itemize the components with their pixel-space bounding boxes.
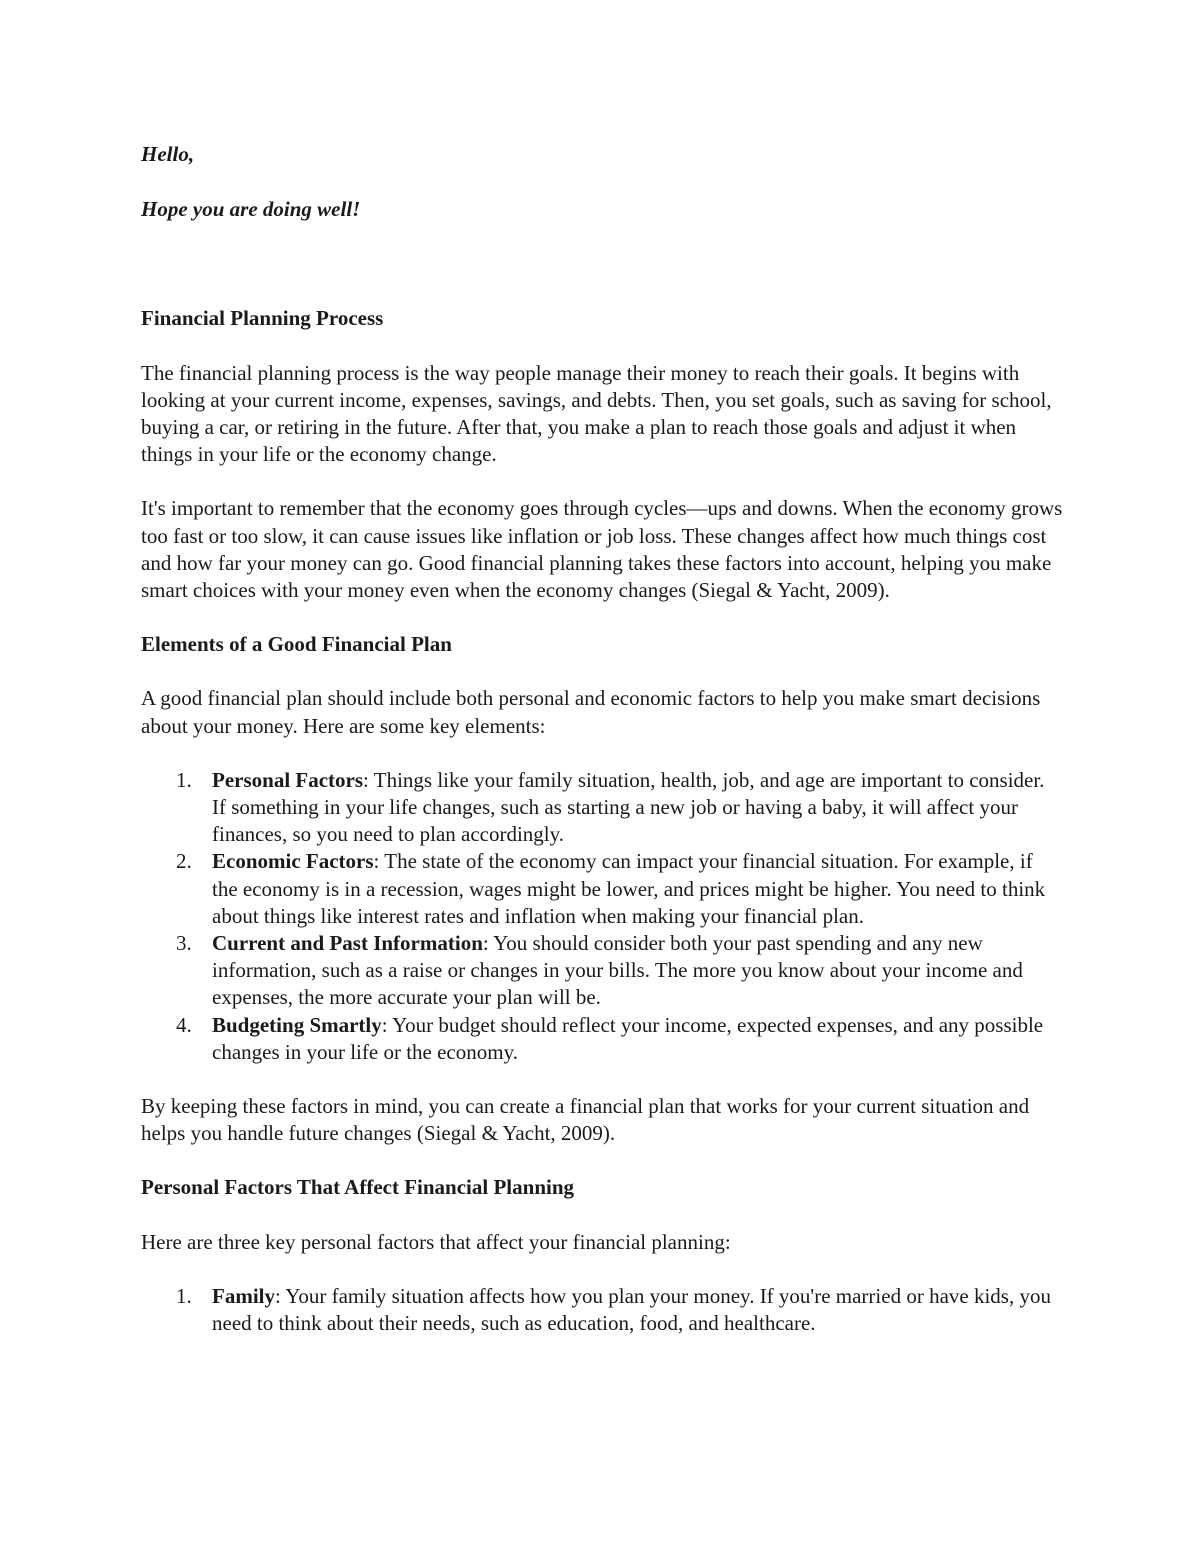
paragraph-elements-intro: A good financial plan should include both personal and economic factors to help you make smart decisions about your money. Here are some key elements: xyxy=(141,686,1041,738)
heading-financial-planning-process: Financial Planning Process xyxy=(141,306,384,331)
list-item-number: 2. xyxy=(176,849,192,874)
list-item xyxy=(141,848,1063,930)
paragraph-economy-cycles: It's important to remember that the economy goes through cycles—ups and downs. When the economy grows too fast or too slow, it can cause issues like inflation or job loss. These changes affect how much things cost and how far your money can go. Good financial planning takes these factors into account, helping you make smart choices with your money even when the economy changes (Siegal & Yacht, 2009). xyxy=(141,496,1063,603)
list-item-text: : Things like your family situation, health, job, and age are important to consider. If something in your life changes, such as starting a new job or having a baby, it will affect your finances, so you need to plan accordingly. xyxy=(212,767,1045,847)
heading-personal-factors: Personal Factors That Affect Financial Planning xyxy=(141,1175,575,1200)
document-page xyxy=(141,141,1063,1337)
list-item-text: : Your family situation affects how you plan your money. If you're married or have kids, you need to think about their needs, such as education, food, and healthcare. xyxy=(212,1283,1051,1336)
list-item-term: Budgeting Smartly xyxy=(212,1012,382,1037)
list-item xyxy=(141,1012,1063,1066)
list-item-term: Personal Factors xyxy=(212,767,364,792)
list-item-number: 1. xyxy=(176,767,192,792)
paragraph-elements-closing: By keeping these factors in mind, you can create a financial plan that works for your current situation and helps you handle future changes (Siegal & Yacht, 2009). xyxy=(141,1094,1030,1146)
list-item-number: 3. xyxy=(176,931,192,956)
list-item-term: Economic Factors xyxy=(212,849,374,874)
heading-elements-of-plan: Elements of a Good Financial Plan xyxy=(141,632,452,657)
greeting-hello: Hello, xyxy=(141,142,195,166)
list-item-term: Family xyxy=(212,1283,275,1308)
list-item-text: : You should consider both your past spending and any new information, such as a raise or changes in your bills. The more you know about your income and expenses, the more accurate your plan will be. xyxy=(212,931,1023,1010)
list-item-text: : Your budget should reflect your income, expected expenses, and any possible changes in your life or the economy. xyxy=(212,1012,1044,1064)
greeting-wellwish: Hope you are doing well! xyxy=(141,197,361,222)
paragraph-process-overview: The financial planning process is the way people manage their money to reach their goals. It begins with looking at your current income, expenses, savings, and debts. Then, you set goals, such as saving for school, buying a car, or retiring in the future. After that, you make a plan to reach those goals and adjust it when things in your life or the economy change. xyxy=(141,360,1052,467)
list-item xyxy=(141,930,1063,1012)
list-item xyxy=(141,767,1063,849)
elements-list xyxy=(141,767,1063,1066)
list-item-term: Current and Past Information xyxy=(212,931,483,956)
paragraph-personal-intro: Here are three key personal factors that affect your financial planning: xyxy=(141,1229,731,1254)
list-item-number: 1. xyxy=(176,1283,192,1308)
list-item-text: : The state of the economy can impact your financial situation. For example, if the economy is in a recession, wages might be lower, and prices might be higher. You need to think about things like interest rates and inflation when making your financial plan. xyxy=(212,849,1046,928)
personal-factors-list xyxy=(141,1283,1063,1337)
list-item-number: 4. xyxy=(176,1012,192,1037)
list-item xyxy=(141,1283,1063,1337)
